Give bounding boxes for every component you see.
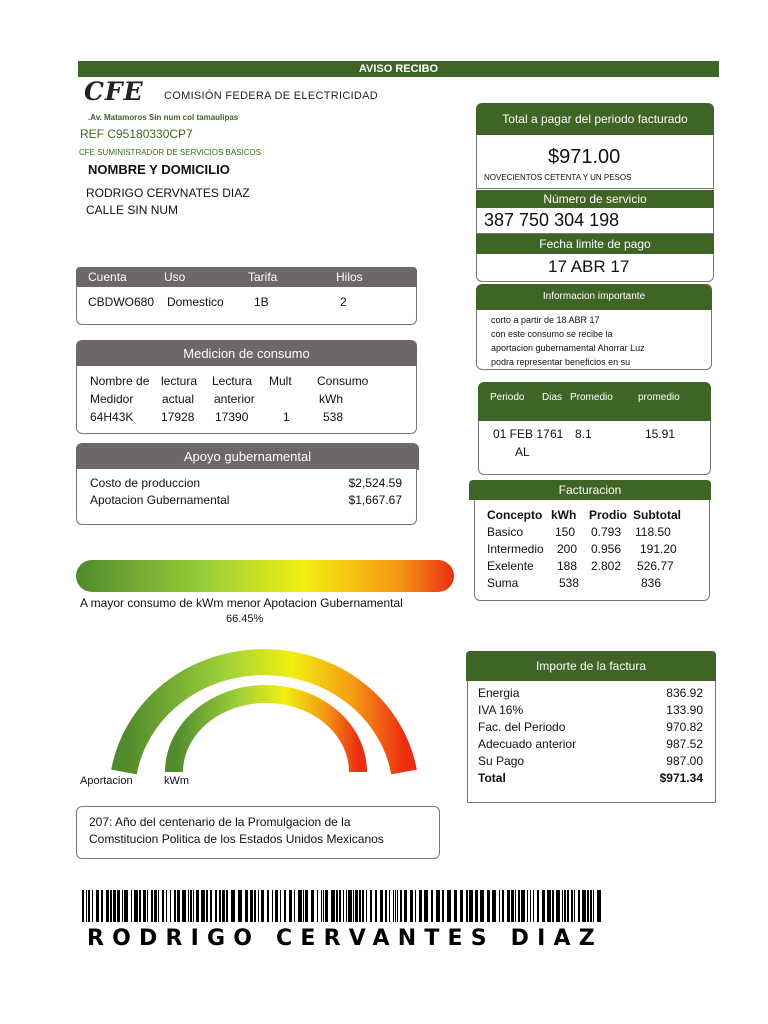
measurement-title: Medicion de consumo [183, 346, 310, 361]
barcode-bar [139, 890, 141, 922]
barcode-bar [117, 890, 120, 922]
consumption-gradient-bar [76, 560, 454, 592]
barcode-bar [294, 890, 295, 922]
barcode-bar [447, 890, 451, 922]
barcode-bar [261, 890, 264, 922]
barcode-bar [511, 890, 514, 922]
production-cost-label: Costo de produccion [90, 476, 201, 490]
barcode-bar [487, 890, 490, 922]
med-h2-anterior: anterior [214, 392, 255, 406]
bill-basico-price: 0.793 [591, 525, 622, 539]
med-h2-actual: actual [162, 392, 195, 406]
barcode-bar [206, 890, 208, 922]
barcode-bar [582, 890, 586, 922]
barcode-bar [323, 890, 324, 922]
barcode-bar [370, 890, 372, 922]
barcode-bar [325, 890, 328, 922]
barcode-bar [177, 890, 180, 922]
period-col-promedio: Promedio [570, 392, 613, 403]
barcode-bar [280, 890, 281, 922]
barcode-bar [343, 890, 344, 922]
service-number-header [476, 190, 714, 208]
notice-title: AVISO RECIBO [358, 63, 439, 75]
account-values [76, 287, 417, 325]
med-h2-medidor: Medidor [90, 392, 134, 406]
barcode-bar [415, 890, 416, 922]
total-amount-words: NOVECIENTOS CETENTA Y UN PESOS [484, 173, 632, 182]
invoice-header [466, 651, 716, 681]
barcode-bar [289, 890, 292, 922]
barcode-bar [86, 890, 87, 922]
barcode-bar [346, 890, 347, 922]
gauge-arcs [100, 636, 430, 776]
period-al: AL [515, 445, 530, 459]
support-table [76, 469, 417, 525]
barcode-bar [231, 890, 235, 922]
barcode-bar [188, 890, 189, 922]
consumption-kwh: 538 [323, 410, 344, 424]
period-days: 61 [550, 427, 564, 441]
invoice-period-label: Fac. del Periodo [478, 720, 566, 734]
account-header [76, 267, 417, 287]
invoice-total-label: Total [478, 771, 506, 785]
barcode-bar [537, 890, 539, 922]
barcode-bar [134, 890, 138, 922]
bill-h-subtotal: Subtotal [633, 508, 681, 522]
info-line-2: con este consumo se recibe la [491, 329, 613, 339]
barcode-bar [521, 890, 525, 922]
supplier-name: CFE SUMINISTRADOR DE SERVICIOS BASICOS [79, 148, 262, 157]
bill-h-concepto: Concepto [487, 508, 543, 522]
bill-h-prodio: Prodio [589, 508, 627, 522]
barcode-bar [348, 890, 352, 922]
barcode-bar [124, 890, 128, 922]
barcode-bar [272, 890, 273, 922]
measurement-table [76, 366, 417, 434]
reference-code: REF C95180330CP7 [80, 127, 193, 141]
med-h1-medidor: Nombre de [90, 374, 150, 388]
barcode-bar [166, 890, 167, 922]
bill-intermedio-subtotal: 191.20 [640, 542, 677, 556]
bill-basico-kwh: 150 [555, 525, 576, 539]
barcode-bar [193, 890, 194, 922]
barcode-bar [170, 890, 171, 922]
barcode-bar [196, 890, 199, 922]
barcode-bar [547, 890, 551, 922]
invoice-energia-value: 836.92 [666, 686, 703, 700]
barcode-bar [162, 890, 164, 922]
barcode-bar [574, 890, 575, 922]
barcode-bar [110, 890, 112, 922]
billing-table [474, 500, 710, 601]
invoice-previous-value: 987.52 [666, 737, 703, 751]
bill-sum-subtotal: 836 [641, 576, 662, 590]
bill-exelente-concept: Exelente [487, 559, 534, 573]
bill-exelente-subtotal: 526.77 [637, 559, 674, 573]
barcode-bar [254, 890, 256, 922]
barcode-bar [154, 890, 157, 922]
barcode-bar [321, 890, 322, 922]
barcode-bar [590, 890, 592, 922]
info-line-1: corto a partir de 18 ABR 17 [491, 315, 600, 325]
reading-previous: 17390 [215, 410, 249, 424]
barcode-bar [587, 890, 589, 922]
barcode-bar [552, 890, 554, 922]
barcode-bar [190, 890, 192, 922]
info-title: Informacion importante [542, 291, 646, 302]
med-h2-kwh: kWh [319, 392, 343, 406]
notice-title-bar [78, 61, 719, 77]
barcode-bar [395, 890, 396, 922]
invoice-title: Importe de la factura [535, 659, 647, 673]
barcode-bar [419, 890, 422, 922]
barcode-bar [238, 890, 242, 922]
barcode-bar [151, 890, 153, 922]
support-title: Apoyo gubernamental [183, 449, 312, 464]
info-header [476, 284, 712, 310]
account-number: CBDWO680 [88, 295, 155, 309]
barcode-bar [101, 890, 103, 922]
barcode-bar [336, 890, 338, 922]
account-col-tarifa: Tarifa [248, 270, 278, 284]
year-note-line1: 207: Año del centenario de la Promulgacion de la [89, 815, 351, 829]
year-note-line2: Comstitucion Politica de los Estados Unidos Mexicanos [89, 832, 384, 846]
invoice-iva-value: 133.90 [666, 703, 703, 717]
total-title: Total a pagar del periodo facturado [502, 112, 688, 126]
barcode-bar [567, 890, 569, 922]
barcode-bar [460, 890, 463, 922]
barcode-bar [210, 890, 212, 922]
measurement-header [76, 340, 417, 367]
multiplier: 1 [283, 410, 290, 424]
gauge-label-kwm: kWm [164, 775, 190, 787]
barcode-bar [404, 890, 407, 922]
gauge-inner-arc [174, 694, 358, 772]
account-col-uso: Uso [164, 270, 186, 284]
med-h1-mult: Mult [269, 374, 292, 388]
barcode-bar [311, 890, 314, 922]
barcode-bar [556, 890, 560, 922]
service-number: 387 750 304 198 [484, 210, 620, 230]
barcode-bar [250, 890, 253, 922]
barcode-bar [436, 890, 440, 922]
barcode-bar [533, 890, 534, 922]
total-amount: $971.00 [548, 146, 621, 168]
invoice-iva-label: IVA 16% [478, 703, 524, 717]
barcode-bar [578, 890, 580, 922]
barcode-bar [353, 890, 354, 922]
barcode-bar [88, 890, 90, 922]
billing-header [469, 480, 711, 500]
barcode-bar [442, 890, 444, 922]
barcode-bar [466, 890, 468, 922]
barcode-bar [469, 890, 473, 922]
bill-h-kwh: kWh [551, 508, 577, 522]
barcode-bar [82, 890, 84, 922]
barcode-bar [303, 890, 304, 922]
production-cost-value: $2,524.59 [348, 476, 402, 490]
account-col-hilos: Hilos [336, 270, 363, 284]
barcode-bar [305, 890, 308, 922]
barcode-bar [492, 890, 496, 922]
period-average-2: 15.91 [645, 427, 676, 441]
period-box [478, 421, 711, 475]
barcode-bar [355, 890, 358, 922]
barcode-bar [507, 890, 510, 922]
info-box [476, 310, 712, 370]
barcode-bar [147, 890, 148, 922]
barcode-text: RODRIGO CERVANTES DIAZ [87, 926, 603, 951]
period-start: 01 FEB 17 [493, 427, 550, 441]
account-col-cuenta: Cuenta [88, 270, 127, 284]
barcode-bar [389, 890, 390, 922]
barcode-bar [366, 890, 367, 922]
bill-basico-subtotal: 118.50 [635, 525, 671, 539]
gov-contribution-label: Apotacion Gubernamental [90, 493, 230, 507]
invoice-table [467, 681, 716, 803]
info-line-3: aportacion gubernamental Ahorrar Luz [491, 343, 645, 353]
barcode-bar [564, 890, 566, 922]
barcode-bar [397, 890, 398, 922]
barcode-bar [597, 890, 601, 922]
barcode-bar [113, 890, 116, 922]
period-header [478, 382, 711, 422]
barcode-bar [454, 890, 457, 922]
barcode-bar [542, 890, 545, 922]
barcode-bar [530, 890, 531, 922]
company-address: .Av. Matamoros Sin num col tamaulipas [88, 113, 239, 122]
barcode-bar [267, 890, 269, 922]
account-tariff: 1B [254, 295, 269, 309]
barcode-bar [258, 890, 259, 922]
bill-sum-label: Suma [487, 576, 519, 590]
gradient-percent: 66.45% [226, 613, 264, 625]
barcode-bar [562, 890, 563, 922]
med-h1-lectura: lectura [161, 374, 198, 388]
barcode-bar [475, 890, 478, 922]
invoice-payment-value: 987.00 [666, 754, 703, 768]
invoice-period-value: 970.82 [666, 720, 703, 734]
due-date-header [476, 234, 714, 254]
support-header [76, 443, 419, 470]
barcode-bar [502, 890, 504, 922]
barcode-bar [527, 890, 528, 922]
barcode-bar [131, 890, 132, 922]
info-line-4: podra representar beneficios en su [491, 357, 631, 367]
barcode-bar [375, 890, 377, 922]
barcode-bar [480, 890, 484, 922]
barcode-bar [222, 890, 225, 922]
barcode-bar [571, 890, 573, 922]
barcode-bar [499, 890, 500, 922]
barcode-bar [593, 890, 594, 922]
barcode-bar [331, 890, 335, 922]
barcode-bar [339, 890, 341, 922]
bill-intermedio-price: 0.956 [591, 542, 622, 556]
due-date: 17 ABR 17 [548, 257, 630, 276]
barcode-bar [245, 890, 248, 922]
barcode-bar [385, 890, 387, 922]
gov-contribution-value: $1,667.67 [348, 493, 402, 507]
barcode-bar [201, 890, 205, 922]
due-date-title: Fecha limite de pago [539, 237, 651, 251]
account-wires: 2 [340, 295, 347, 309]
med-h1-lectura-ant: Lectura [212, 374, 253, 388]
barcode-bar [362, 890, 364, 922]
barcode-bar [359, 890, 361, 922]
barcode-bar [219, 890, 221, 922]
customer-section-title: NOMBRE Y DOMICILIO [88, 162, 230, 177]
barcode-bar [106, 890, 109, 922]
period-col-promedio2: promedio [638, 392, 680, 403]
barcode-bar [400, 890, 402, 922]
service-number-title: Número de servicio [543, 192, 647, 206]
period-col-periodo: Periodo [490, 392, 525, 403]
barcode-bar [431, 890, 433, 922]
barcode-bar [122, 890, 123, 922]
barcode-bar [275, 890, 278, 922]
bill-basico-concept: Basico [487, 525, 524, 539]
gradient-caption: A mayor consumo de kWm menor Apotacion Gubernamental [80, 596, 403, 610]
barcode-bar [380, 890, 383, 922]
bill-intermedio-kwh: 200 [557, 542, 578, 556]
barcode-bar [410, 890, 413, 922]
bill-sum-kwh: 538 [559, 576, 580, 590]
invoice-payment-label: Su Pago [478, 754, 525, 768]
customer-name: RODRIGO CERVNATES DIAZ [86, 186, 250, 200]
barcode-bar [182, 890, 186, 922]
barcode-bar [518, 890, 520, 922]
barcode-bar [174, 890, 176, 922]
bill-exelente-kwh: 188 [557, 559, 578, 573]
med-h1-consumo: Consumo [317, 374, 369, 388]
barcode-bar [92, 890, 93, 922]
barcode-bar [158, 890, 159, 922]
barcode-bar [515, 890, 516, 922]
bill-exelente-price: 2.802 [591, 559, 622, 573]
year-note [76, 806, 440, 859]
cfe-logo: CFE [84, 77, 144, 106]
period-col-dias: Dias [542, 392, 563, 403]
invoice-energia-label: Energia [478, 686, 520, 700]
meter-id: 64H43K [90, 410, 134, 424]
barcode-bar [143, 890, 146, 922]
billing-title: Facturacion [558, 483, 622, 497]
customer-address: CALLE SIN NUM [86, 203, 179, 217]
invoice-previous-label: Adecuado anterior [478, 737, 577, 751]
invoice-total-value: $971.34 [659, 771, 703, 785]
barcode-bar [393, 890, 394, 922]
reading-current: 17928 [161, 410, 195, 424]
barcode-bar [298, 890, 302, 922]
barcode-bar [317, 890, 318, 922]
bill-intermedio-concept: Intermedio [487, 542, 544, 556]
gauge-label-aportacion: Aportacion [80, 775, 133, 787]
barcode-bar [96, 890, 99, 922]
account-use: Domestico [167, 295, 224, 309]
company-name: COMISIÓN FEDERA DE ELECTRICIDAD [164, 90, 379, 102]
barcode-bar [284, 890, 286, 922]
barcode-image [82, 886, 604, 926]
period-average: 8.1 [575, 427, 592, 441]
barcode-bar [424, 890, 428, 922]
barcode-bar [226, 890, 228, 922]
barcode-bar [215, 890, 217, 922]
total-header [476, 103, 714, 135]
